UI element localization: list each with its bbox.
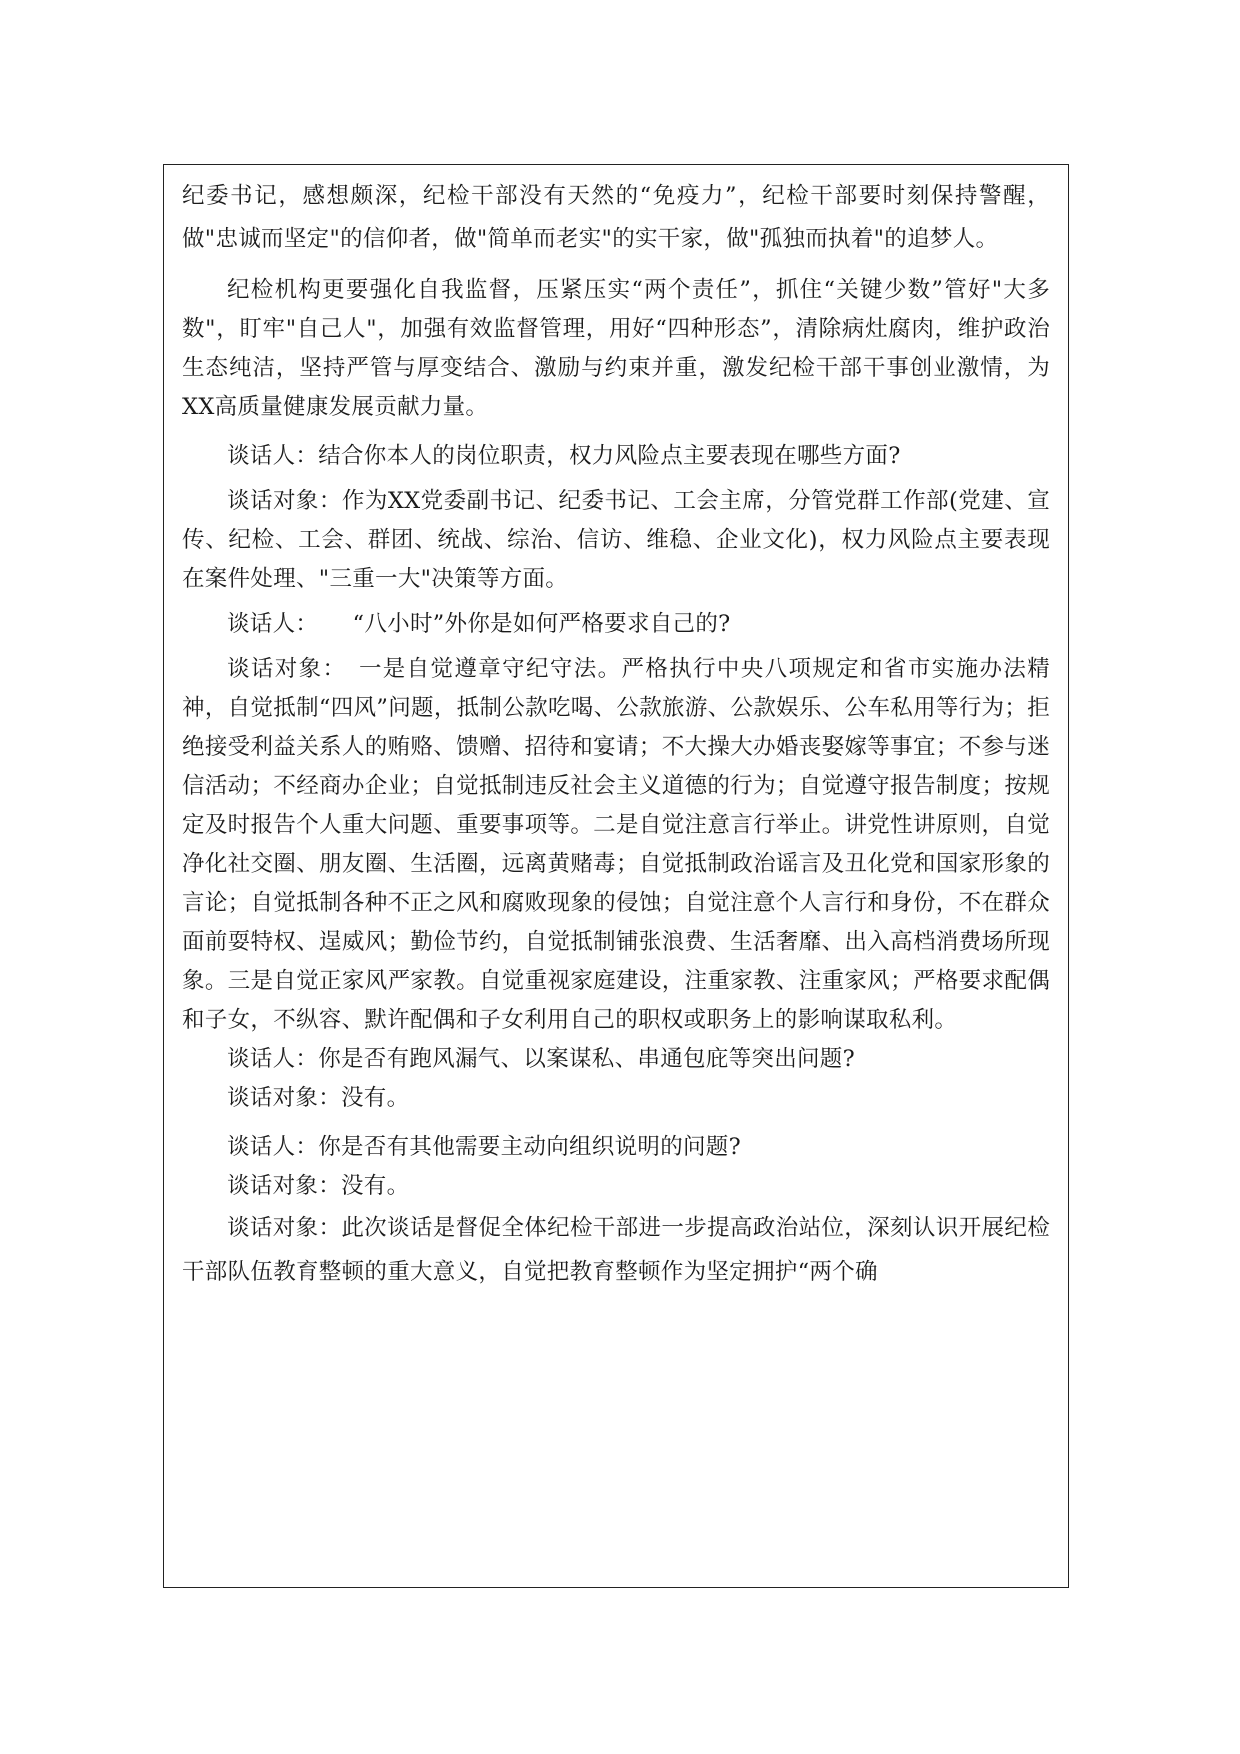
document-table-cell xyxy=(163,164,1069,1588)
answer-other-issues: 谈话对象：没有。 xyxy=(227,1173,410,1199)
answer-risk-points: 谈话对象：作为XX党委副书记、纪委书记、工会主席，分管党群工作部(党建、宣传、纪检、工会、群团、统战、综治、信访、维稳、企业文化)，权力风险点主要表现在案件处理、"三重一大"决策等方面。 xyxy=(182,488,1050,592)
paragraph-supervision: 纪检机构更要强化自我监督，压紧压实“两个责任”，抓住“关键少数”管好"大多数"，盯牢"自己人"，加强有效监督管理，用好“四种形态”，清除病灶腐肉，维护政治生态纯洁，坚持严管与厚变结合、激励与约束并重，激发纪检干部干事创业激情，为XX高质量健康发展贡献力量。 xyxy=(182,277,1050,420)
paragraph-continuation: 纪委书记，感想颇深，纪检干部没有天然的“免疫力”，纪检干部要时刻保持警醒，做"忠诚而坚定"的信仰者，做"简单而老实"的实干家，做"孤独而执着"的追梦人。 xyxy=(182,183,1050,252)
answer-prominent-issues: 谈话对象：没有。 xyxy=(227,1085,410,1111)
question-after-hours: 谈话人： “八小时”外你是如何严格要求自己的? xyxy=(227,611,731,637)
closing-statement: 谈话对象：此次谈话是督促全体纪检干部进一步提高政治站位，深刻认识开展纪检干部队伍教育整顿的重大意义，自觉把教育整顿作为坚定拥护“两个确 xyxy=(182,1215,1050,1285)
document-body xyxy=(182,175,1050,1294)
question-other-issues: 谈话人：你是否有其他需要主动向组织说明的问题? xyxy=(227,1134,741,1160)
answer-after-hours: 谈话对象： 一是自觉遵章守纪守法。严格执行中央八项规定和省市实施办法精神，自觉抵制“四风”问题，抵制公款吃喝、公款旅游、公款娱乐、公车私用等行为；拒绝接受利益关系人的贿赂、馈赠、招待和宴请；不大操大办婚丧娶嫁等事宜；不参与迷信活动；不经商办企业；自觉抵制违反社会主义道德的行为；自觉遵守报告制度；按规定及时报告个人重大问题、重要事项等。二是自觉注意言行举止。讲党性讲原则，自觉净化社交圈、朋友圈、生活圈，远离黄赌毒；自觉抵制政治谣言及丑化党和国家形象的言论；自觉抵制各种不正之风和腐败现象的侵蚀；自觉注意个人言行和身份，不在群众面前耍特权、逞威风；勤俭节约，自觉抵制铺张浪费、生活奢靡、出入高档消费场所现象。三是自觉正家风严家教。自觉重视家庭建设，注重家教、注重家风；严格要求配偶和子女，不纵容、默许配偶和子女利用自己的职权或职务上的影响谋取私利。 xyxy=(182,656,1050,1033)
question-prominent-issues: 谈话人：你是否有跑风漏气、以案谋私、串通包庇等突出问题? xyxy=(227,1046,855,1072)
question-risk-points: 谈话人：结合你本人的岗位职责，权力风险点主要表现在哪些方面? xyxy=(227,443,901,469)
